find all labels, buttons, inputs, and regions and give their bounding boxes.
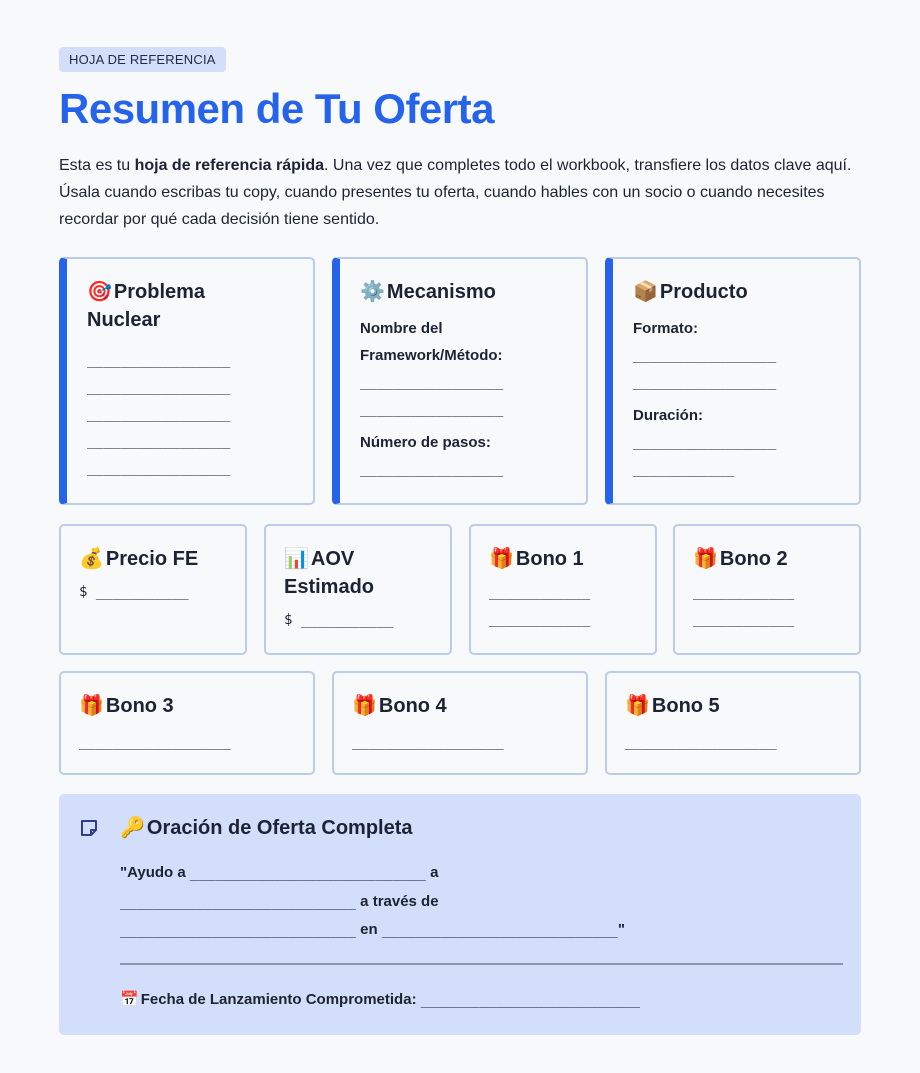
framework-label [360, 315, 568, 369]
offer-sentence-callout [59, 794, 861, 1035]
sentence-part-a: a [425, 864, 439, 881]
mecanismo-card [332, 257, 588, 505]
intro-bold-text: hoja de referencia rápida [134, 157, 324, 175]
framework-blank-1: _________________ [360, 374, 504, 390]
sentence-part-en: en [356, 921, 382, 938]
bono1-blank-1: ____________ [489, 584, 591, 600]
aov-title-line1: AOV [310, 548, 355, 570]
offer-sentence [120, 859, 840, 945]
bono1-title-text: Bono 1 [515, 548, 584, 570]
bono2-card [673, 524, 861, 655]
bono2-title-text: Bono 2 [719, 548, 788, 570]
aov-title-line2: Estimado [284, 576, 375, 598]
problema-blank-5: _________________ [87, 460, 231, 476]
sentence-blank-2: ____________________________ [120, 893, 357, 910]
steps-blank: _________________ [360, 461, 504, 477]
bar-chart-icon: 📊 [284, 546, 309, 570]
offer-title-text: Oración de Oferta Completa [146, 817, 413, 839]
problema-title [87, 277, 295, 334]
bono3-title-text: Bono 3 [105, 695, 174, 717]
gift-icon: 🎁 [625, 693, 650, 717]
gear-icon: ⚙️ [360, 279, 385, 303]
bono2-blank-1: ____________ [693, 584, 795, 600]
page-title: Resumen de Tu Oferta [59, 85, 494, 132]
sentence-blank-3: ____________________________ [120, 922, 357, 938]
problema-card [59, 257, 315, 505]
duracion-blank-1: _________________ [633, 434, 777, 450]
intro-text-end: . Una vez que completes todo el workbook, transfiere los datos clave aquí. Úsala cuando escribas tu copy, cuando presentes tu oferta, cuando hables con un socio o cuando necesites recordar por qué cada decisión tiene sentido. [59, 157, 852, 229]
bono1-title [489, 544, 639, 573]
producto-card [605, 257, 861, 505]
launch-date-blank: __________________________ [420, 992, 640, 1008]
aov-blank: $ ___________ [284, 612, 394, 628]
intro-paragraph [59, 152, 861, 233]
bono4-card [332, 671, 588, 775]
precio-card [59, 524, 247, 655]
target-icon: 🎯 [87, 279, 112, 303]
producto-title [633, 277, 841, 306]
money-bag-icon: 💰 [79, 546, 104, 570]
steps-label: Número de pasos: [360, 434, 491, 451]
framework-label-line1: Nombre del [360, 320, 443, 337]
aov-title [284, 544, 434, 601]
bono2-blank-2: ____________ [693, 611, 795, 627]
sentence-blank-4: ____________________________ [381, 922, 618, 938]
sentence-part-ayudo: "Ayudo a [120, 864, 190, 881]
problema-blank-1: _________________ [87, 352, 231, 368]
calendar-icon: 📅 [120, 990, 139, 1008]
bono4-blank: __________________ [352, 734, 504, 750]
sentence-blank-1: ____________________________ [189, 865, 426, 881]
bono5-card [605, 671, 861, 775]
reference-badge: HOJA DE REFERENCIA [59, 47, 226, 72]
key-icon: 🔑 [120, 815, 145, 839]
bono1-card [469, 524, 657, 655]
offer-divider [120, 963, 843, 965]
problema-blank-4: _________________ [87, 433, 231, 449]
gift-icon: 🎁 [352, 693, 377, 717]
package-icon: 📦 [633, 279, 658, 303]
formato-blank-2: _________________ [633, 374, 777, 390]
bono1-blank-2: ____________ [489, 611, 591, 627]
problema-blank-2: _________________ [87, 379, 231, 395]
problema-title-line1: Problema [113, 281, 206, 303]
formato-blank-1: _________________ [633, 347, 777, 363]
intro-text-start: Esta es tu [59, 157, 135, 175]
bono3-blank: __________________ [79, 734, 231, 750]
gift-icon: 🎁 [79, 693, 104, 717]
bono5-blank: __________________ [625, 734, 777, 750]
framework-label-line2: Framework/Método: [360, 347, 503, 364]
launch-date-label: Fecha de Lanzamiento Comprometida: [140, 991, 421, 1008]
duracion-label: Duración: [633, 407, 704, 424]
framework-blank-2: _________________ [360, 401, 504, 417]
precio-title-text: Precio FE [105, 548, 199, 570]
bono5-title [625, 691, 843, 720]
offer-title [120, 815, 413, 840]
problema-blank-3: _________________ [87, 406, 231, 422]
mecanismo-title [360, 277, 568, 306]
sentence-close-quote: " [617, 921, 625, 938]
bono3-title [79, 691, 297, 720]
bono2-title [693, 544, 843, 573]
precio-blank: $ ___________ [79, 584, 189, 600]
bono5-title-text: Bono 5 [651, 695, 720, 717]
formato-label: Formato: [633, 320, 698, 337]
problema-title-line2: Nuclear [87, 309, 161, 331]
sentence-part-traves: a través de [356, 892, 439, 910]
duracion-blank-2: ____________ [633, 461, 735, 477]
aov-card [264, 524, 452, 655]
gift-icon: 🎁 [693, 546, 718, 570]
bono4-title-text: Bono 4 [378, 695, 447, 717]
note-icon [79, 818, 99, 843]
gift-icon: 🎁 [489, 546, 514, 570]
producto-title-text: Producto [659, 281, 748, 303]
launch-date-line [120, 990, 640, 1008]
mecanismo-title-text: Mecanismo [386, 281, 496, 303]
bono3-card [59, 671, 315, 775]
precio-title [79, 544, 229, 573]
bono4-title [352, 691, 570, 720]
